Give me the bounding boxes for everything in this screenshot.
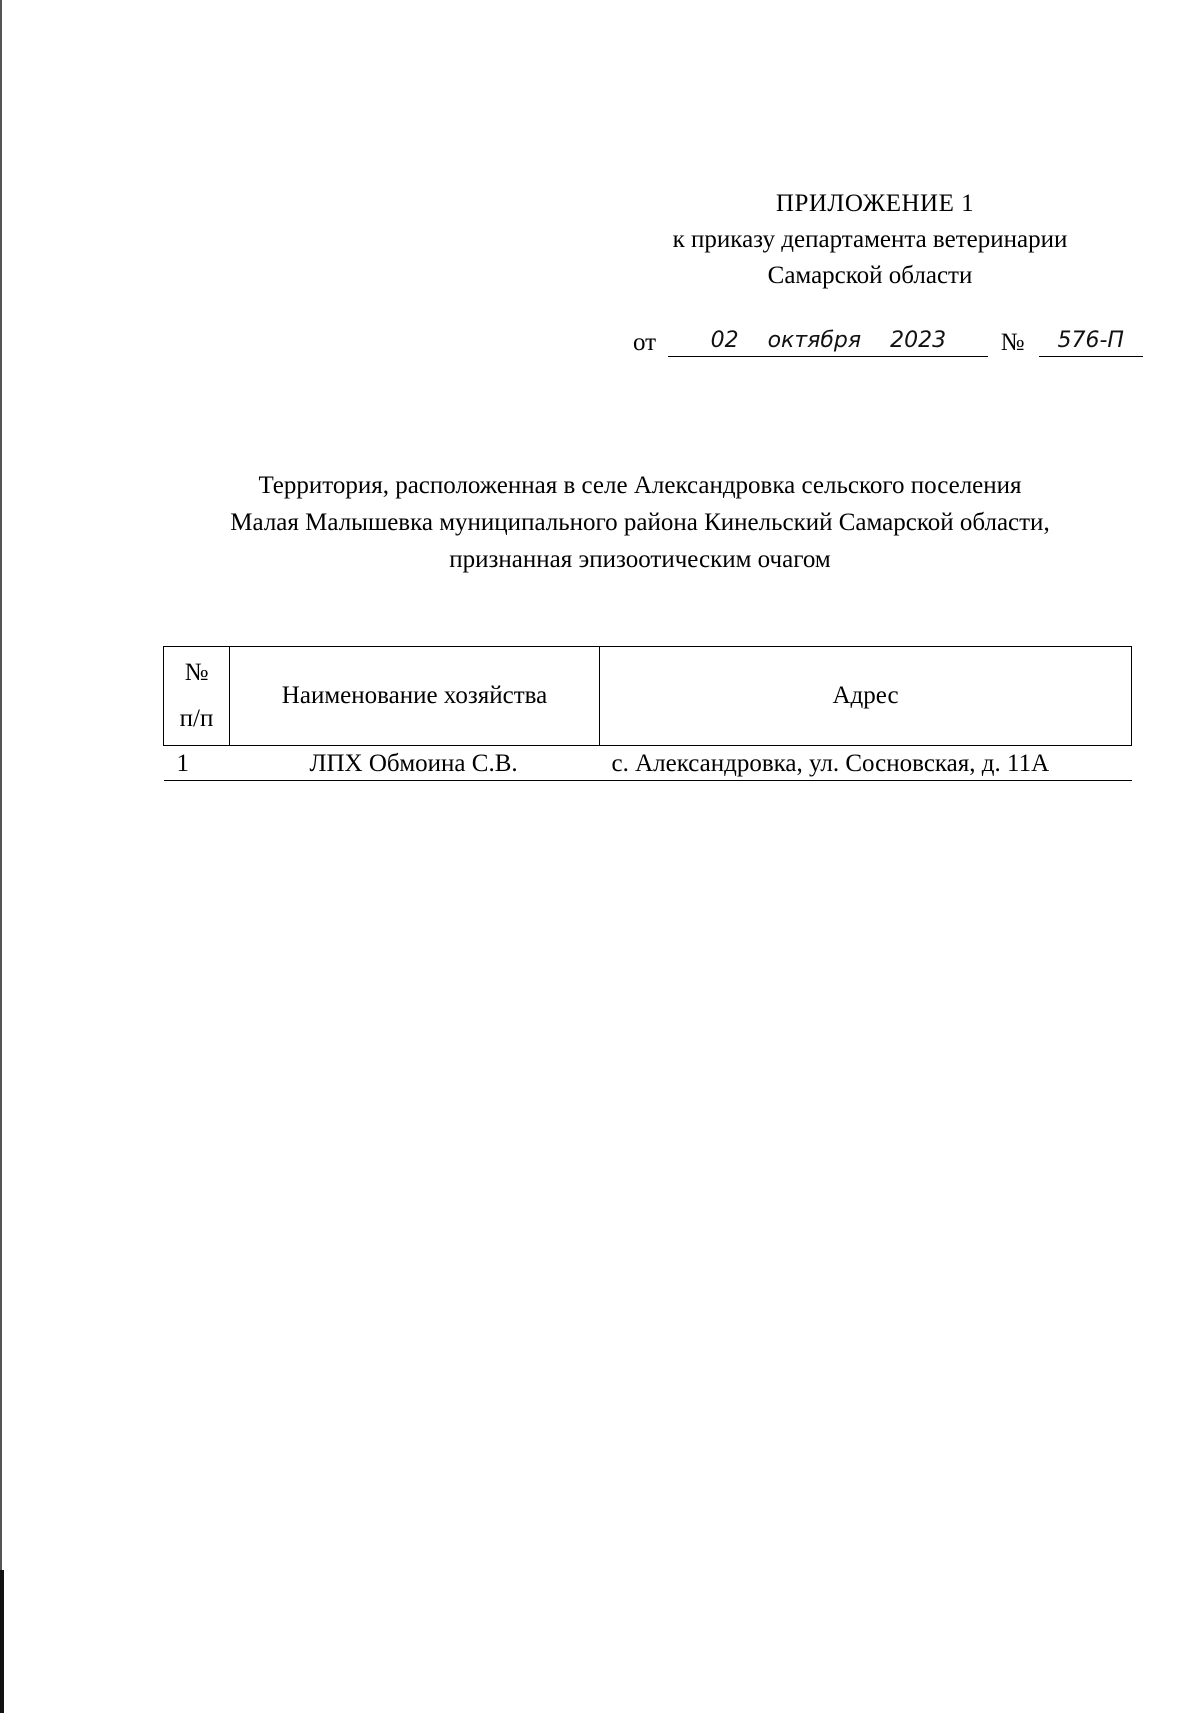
scan-edge-line [0,0,2,1713]
row-address: с. Александровка, ул. Сосновская, д. 11А [600,746,1132,781]
handwritten-order-number: 576-П [1039,326,1143,357]
table-row [164,746,1132,781]
document-title [150,467,1130,578]
header-number [164,647,230,746]
table-header-row [164,647,1132,746]
annex-title: ПРИЛОЖЕНИЕ 1 [775,190,975,217]
handwritten-date: 02 октября 2023 [668,326,988,357]
annex-region-line: Самарской области [767,262,973,289]
annex-header [620,186,1120,294]
row-number: 1 [164,746,230,781]
header-address: Адрес [600,647,1132,746]
from-label: от [633,329,657,356]
header-number-pp: п/п [179,705,214,732]
number-label: № [1000,329,1025,356]
order-reference [633,326,1143,362]
farms-table [163,646,1132,781]
scan-edge-mark [0,1570,4,1713]
title-line-2: Малая Малышевка муниципального района Кинельский Самарской области, [230,509,1050,536]
title-line-1: Территория, расположенная в селе Александровка сельского поселения [258,472,1022,499]
header-farm-name: Наименование хозяйства [230,647,600,746]
title-line-3: признанная эпизоотическим очагом [449,546,831,573]
header-number-sign: № [184,659,209,686]
row-farm-name: ЛПХ Обмоина С.В. [230,746,600,781]
annex-order-line: к приказу департамента ветеринарии [672,226,1068,253]
